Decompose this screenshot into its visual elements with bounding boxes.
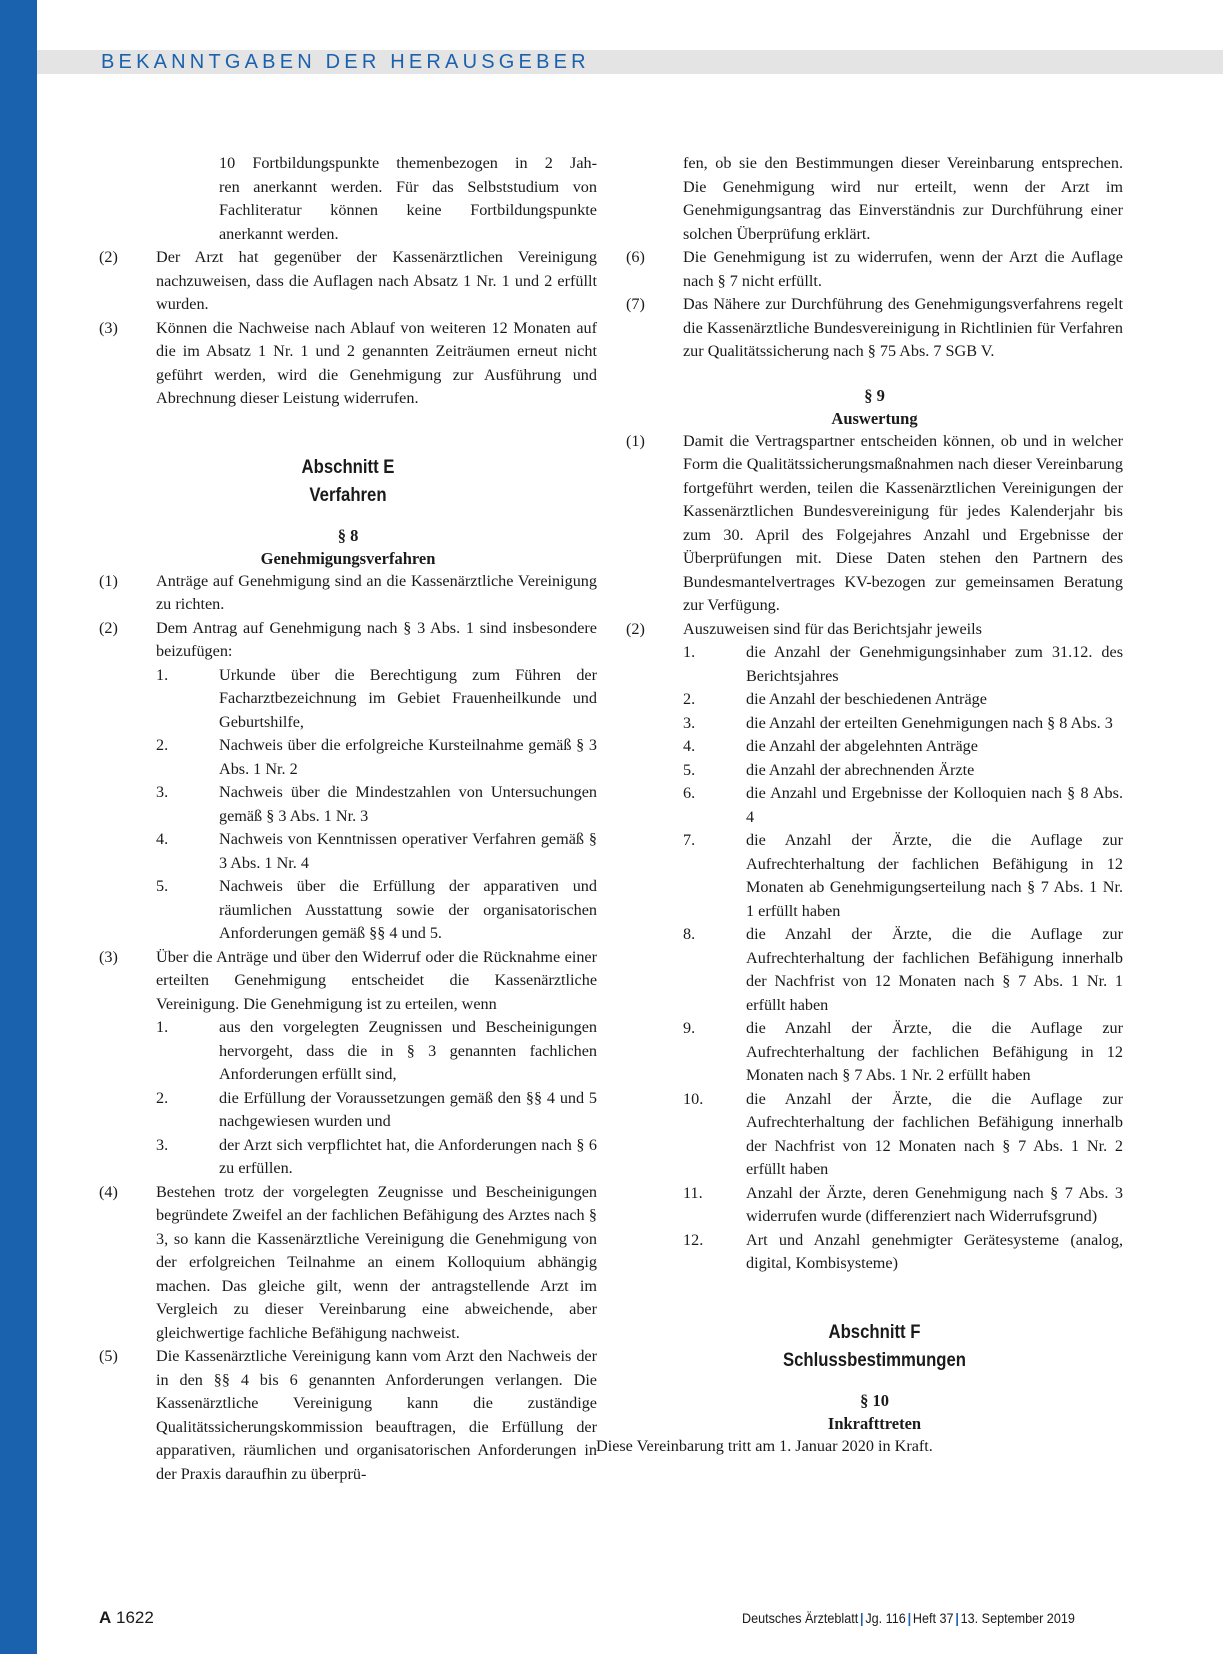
paragraph-1 <box>626 430 1123 618</box>
paragraph-number: (2) <box>99 248 118 266</box>
paragraph-2 <box>99 246 597 317</box>
paragraph-text: Über die Anträge und über den Widerruf oder die Rücknahme einer erteilten Genehmigung entscheidet die Kassenärztliche Vereinigung. Die Genehmigung ist zu erteilen, wenn <box>156 947 597 1013</box>
list-item <box>99 781 597 828</box>
page-number <box>99 1608 154 1628</box>
list-item <box>626 688 1123 712</box>
paragraph-text: Das Nähere zur Durchführung des Genehmigungsverfahrens regelt die Kassenärztliche Bundesvereinigung in Richtlinien für Verfahren zur Qualitätssicherung nach § 75 Abs. 7 SGB V. <box>683 295 1123 360</box>
paragraph-number: (2) <box>626 619 645 638</box>
journal-date: 13. September 2019 <box>960 1610 1075 1626</box>
list-number: 12. <box>683 1230 704 1249</box>
paragraph-text: Die Kassenärztliche Vereinigung kann vom Arzt den Nachweis der in den §§ 4 bis 6 genannten Anforderungen verlangen. Die Kassenärztliche Vereinigung kann die zuständige Qualitätssicherungskommission beauftragen, die Erfüllung der apparativen, räumlichen und organisatorischen Anforderungen in der Praxis daraufhin zu überprü- <box>156 1347 597 1483</box>
section-number: § 8 <box>337 525 359 545</box>
paragraph-2 <box>626 618 1123 642</box>
paragraph-number: (7) <box>626 295 645 313</box>
paragraph-number: (2) <box>99 618 118 637</box>
list-text: die Erfüllung der Voraussetzungen gemäß den §§ 4 und 5 nachgewiesen wurden und <box>219 1088 597 1130</box>
list-number: 4. <box>683 737 696 755</box>
paragraph-text: Diese Vereinbarung tritt am 1. Januar 2020 in Kraft. <box>596 1436 933 1455</box>
list-text: die Anzahl der Ärzte, die die Auflage zur Aufrechterhaltung der fachlichen Befähigung in 12 Monaten ab Genehmigungserteilung nach § 7 Abs. 1 Nr. 1 erfüllt haben <box>746 831 1123 920</box>
paragraph-text: Anträge auf Genehmigung sind an die Kassenärztliche Vereinigung zu richten. <box>156 571 597 613</box>
paragraph-7 <box>626 293 1123 364</box>
list-text: die Anzahl und Ergebnisse der Kolloquien nach § 8 Abs. 4 <box>746 784 1123 826</box>
section-title: Auswertung <box>831 408 918 428</box>
list-item <box>99 828 597 875</box>
paragraph-text: Dem Antrag auf Genehmigung nach § 3 Abs. 1 sind insbesondere beizufügen: <box>156 618 597 660</box>
text-line: 10 Fortbildungspunkte themenbezogen in 2 Jah- <box>219 154 597 172</box>
list-item <box>99 875 597 946</box>
journal-issue: Heft 37 <box>913 1610 954 1626</box>
list-number: 3. <box>683 713 696 732</box>
paragraph-3 <box>99 946 597 1017</box>
paragraph-text: Bestehen trotz der vorgelegten Zeugnisse und Bescheinigungen begründete Zweifel an der fachlichen Befähigung des Arztes nach § 3, so kann die Kassenärztliche Vereinigung die Genehmigung von der erfolgreichen Teilnahme an einem Kolloquium abhängig machen. Das gleiche gilt, wenn der antragstellende Arzt im Vergleich zu dieser Vereinbarung eine abweichende, aber gleichwertige fachliche Befähigung nachweist. <box>156 1182 597 1342</box>
list-number: 1. <box>683 643 696 661</box>
list-number: 7. <box>683 831 696 849</box>
paragraph-continuation <box>626 152 1123 246</box>
abschnitt-label: Abschnitt F <box>828 1321 921 1343</box>
paragraph-text: Damit die Vertragspartner entscheiden können, ob und in welcher Form die Qualitätssicherungsmaßnahmen nach dieser Vereinbarung fortgeführt werden, teilen die Kassenärztlichen Vereinigungen der Kassenärztlichen Bundesvereinigung für jedes Kalenderjahr bis zum 30. April des Folgejahres Anzahl und Ergebnisse der Überprüfungen mit. Diese Daten stehen den Partnern des Bundesmantelvertrages KV-bezogen zur gemeinsamen Beratung zur Verfügung. <box>683 431 1123 614</box>
paragraph-number: (6) <box>626 248 645 266</box>
paragraph-5 <box>99 1345 597 1486</box>
section-number: § 9 <box>864 385 885 405</box>
text-line: anerkannt werden. <box>219 224 339 243</box>
journal-name: Deutsches Ärzteblatt <box>742 1610 859 1626</box>
paragraph-2 <box>99 617 597 664</box>
list-text: die Anzahl der erteilten Genehmigungen nach § 8 Abs. 3 <box>746 713 1113 732</box>
list-number: 11. <box>683 1183 703 1202</box>
paragraph-3 <box>99 317 597 411</box>
list-item <box>99 1087 597 1134</box>
list-number: 2. <box>683 690 696 708</box>
list-item <box>626 1182 1123 1229</box>
paragraph-text: Können die Nachweise nach Ablauf von weiteren 12 Monaten auf die im Absatz 1 Nr. 1 und 2 genannten Zeiträumen erneut nicht geführt werden, wird die Genehmigung zur Ausführung und Abrechnung dieser Leistung widerrufen. <box>156 318 597 407</box>
list-text: Nachweis von Kenntnissen operativer Verfahren gemäß § 3 Abs. 1 Nr. 4 <box>219 830 597 872</box>
list-item <box>626 782 1123 829</box>
list-item <box>99 1016 597 1087</box>
list-text: die Anzahl der beschiedenen Anträge <box>746 690 987 708</box>
sidebar-stripe <box>0 0 37 1654</box>
separator: | <box>907 1610 912 1626</box>
list-item <box>626 829 1123 923</box>
list-item <box>626 1017 1123 1088</box>
list-text: Nachweis über die Erfüllung der apparativen und räumlichen Ausstattung sowie der organisatorischen Anforderungen gemäß §§ 4 und 5. <box>219 877 597 942</box>
paragraph-number: (4) <box>99 1182 118 1201</box>
list-number: 3. <box>156 783 169 801</box>
list-text: Nachweis über die erfolgreiche Kursteilnahme gemäß § 3 Abs. 1 Nr. 2 <box>219 736 597 778</box>
list-item <box>626 641 1123 688</box>
paragraph-number: (3) <box>99 318 118 337</box>
list-item <box>626 1229 1123 1276</box>
list-item <box>626 735 1123 759</box>
list-number: 5. <box>156 877 169 895</box>
list-text: die Anzahl der abrechnenden Ärzte <box>746 760 975 779</box>
paragraph-6 <box>626 246 1123 293</box>
separator: | <box>860 1610 864 1626</box>
text-line: ren anerkannt werden. Für das Selbststudium von <box>219 177 597 196</box>
paragraph-text: Die Genehmigung ist zu widerrufen, wenn der Arzt die Auflage nach § 7 nicht erfüllt. <box>683 248 1123 290</box>
list-text: die Anzahl der abgelehnten Anträge <box>746 737 978 755</box>
list-item <box>626 923 1123 1017</box>
section-number: § 10 <box>860 1390 889 1410</box>
list-item <box>626 1088 1123 1182</box>
list-number: 10. <box>683 1089 704 1108</box>
paragraph-text: fen, ob sie den Bestimmungen dieser Vereinbarung entsprechen. Die Genehmigung wird nur erteilt, wenn der Arzt im Genehmigungsantrag das Einverständnis zur Durchführung einer solchen Überprüfung erklärt. <box>683 154 1123 243</box>
intro-continuation <box>99 152 597 246</box>
text-line: Fachliteratur können keine Fortbildungspunkte <box>219 201 597 219</box>
list-text: die Anzahl der Ärzte, die die Auflage zur Aufrechterhaltung der fachlichen Befähigung innerhalb der Nachfrist von 12 Monaten nach § 7 Abs. 1 Nr. 2 erfüllt haben <box>746 1089 1123 1178</box>
list-number: 9. <box>683 1019 696 1037</box>
paragraph-number: (3) <box>99 947 118 966</box>
right-column <box>596 152 1123 1458</box>
list-number: 6. <box>683 784 696 802</box>
list-item <box>626 712 1123 736</box>
list-number: 8. <box>683 925 696 943</box>
page-prefix: A <box>99 1608 112 1627</box>
list-text: der Arzt sich verpflichtet hat, die Anforderungen nach § 6 zu erfüllen. <box>219 1135 597 1177</box>
paragraph-4 <box>99 1181 597 1346</box>
abschnitt-label: Abschnitt E <box>301 456 395 478</box>
list-number: 3. <box>156 1135 169 1154</box>
abschnitt-name: Verfahren <box>309 484 387 506</box>
list-text: die Anzahl der Ärzte, die die Auflage zur Aufrechterhaltung der fachlichen Befähigung innerhalb der Nachfrist von 12 Monaten nach § 7 Abs. 1 Nr. 1 erfüllt haben <box>746 925 1123 1014</box>
section-title: Genehmigungsverfahren <box>260 548 436 568</box>
list-text: die Anzahl der Genehmigungsinhaber zum 31.12. des Berichtsjahres <box>746 643 1123 685</box>
list-number: 1. <box>156 1018 169 1036</box>
paragraph-number: (1) <box>99 571 118 590</box>
list-number: 4. <box>156 830 169 848</box>
section-title: Inkrafttreten <box>827 1413 922 1433</box>
list-number: 2. <box>156 1088 169 1107</box>
list-number: 2. <box>156 736 169 754</box>
section-header: BEKANNTGABEN DER HERAUSGEBER <box>101 51 590 73</box>
paragraph-1 <box>99 570 597 617</box>
paragraph-text: Auszuweisen sind für das Berichtsjahr jeweils <box>683 619 982 638</box>
paragraph-number: (1) <box>626 431 645 450</box>
abschnitt-name: Schlussbestimmungen <box>782 1349 967 1371</box>
list-item <box>99 1134 597 1181</box>
list-text: Art und Anzahl genehmigter Gerätesysteme (analog, digital, Kombisysteme) <box>746 1230 1123 1272</box>
list-item <box>626 759 1123 783</box>
separator: | <box>955 1610 960 1626</box>
list-text: die Anzahl der Ärzte, die die Auflage zur Aufrechterhaltung der fachlichen Befähigung in 12 Monaten nach § 7 Abs. 1 Nr. 2 erfüllt haben <box>746 1019 1123 1084</box>
list-text: Anzahl der Ärzte, deren Genehmigung nach § 7 Abs. 3 widerrufen wurde (differenziert nach Widerrufsgrund) <box>746 1183 1123 1225</box>
list-number: 1. <box>156 665 169 684</box>
list-item <box>99 664 597 735</box>
list-text: aus den vorgelegten Zeugnissen und Bescheinigungen hervorgeht, dass die in § 3 genannten fachlichen Anforderungen erfüllt sind, <box>219 1018 597 1083</box>
journal-citation <box>742 1610 1075 1626</box>
paragraph-text: Der Arzt hat gegenüber der Kassenärztlichen Vereinigung nachzuweisen, dass die Auflagen nach Absatz 1 Nr. 1 und 2 erfüllt wurden. <box>156 248 597 313</box>
list-text: Urkunde über die Berechtigung zum Führen der Facharztbezeichnung im Gebiet Frauenheilkunde und Geburtshilfe, <box>219 665 597 731</box>
list-text: Nachweis über die Mindestzahlen von Untersuchungen gemäß § 3 Abs. 1 Nr. 3 <box>219 783 597 825</box>
list-item <box>99 734 597 781</box>
left-column <box>99 152 597 1486</box>
list-number: 5. <box>683 760 696 779</box>
page-number-value: 1622 <box>116 1608 154 1627</box>
paragraph-number: (5) <box>99 1347 118 1365</box>
journal-volume: Jg. 116 <box>865 1610 906 1626</box>
